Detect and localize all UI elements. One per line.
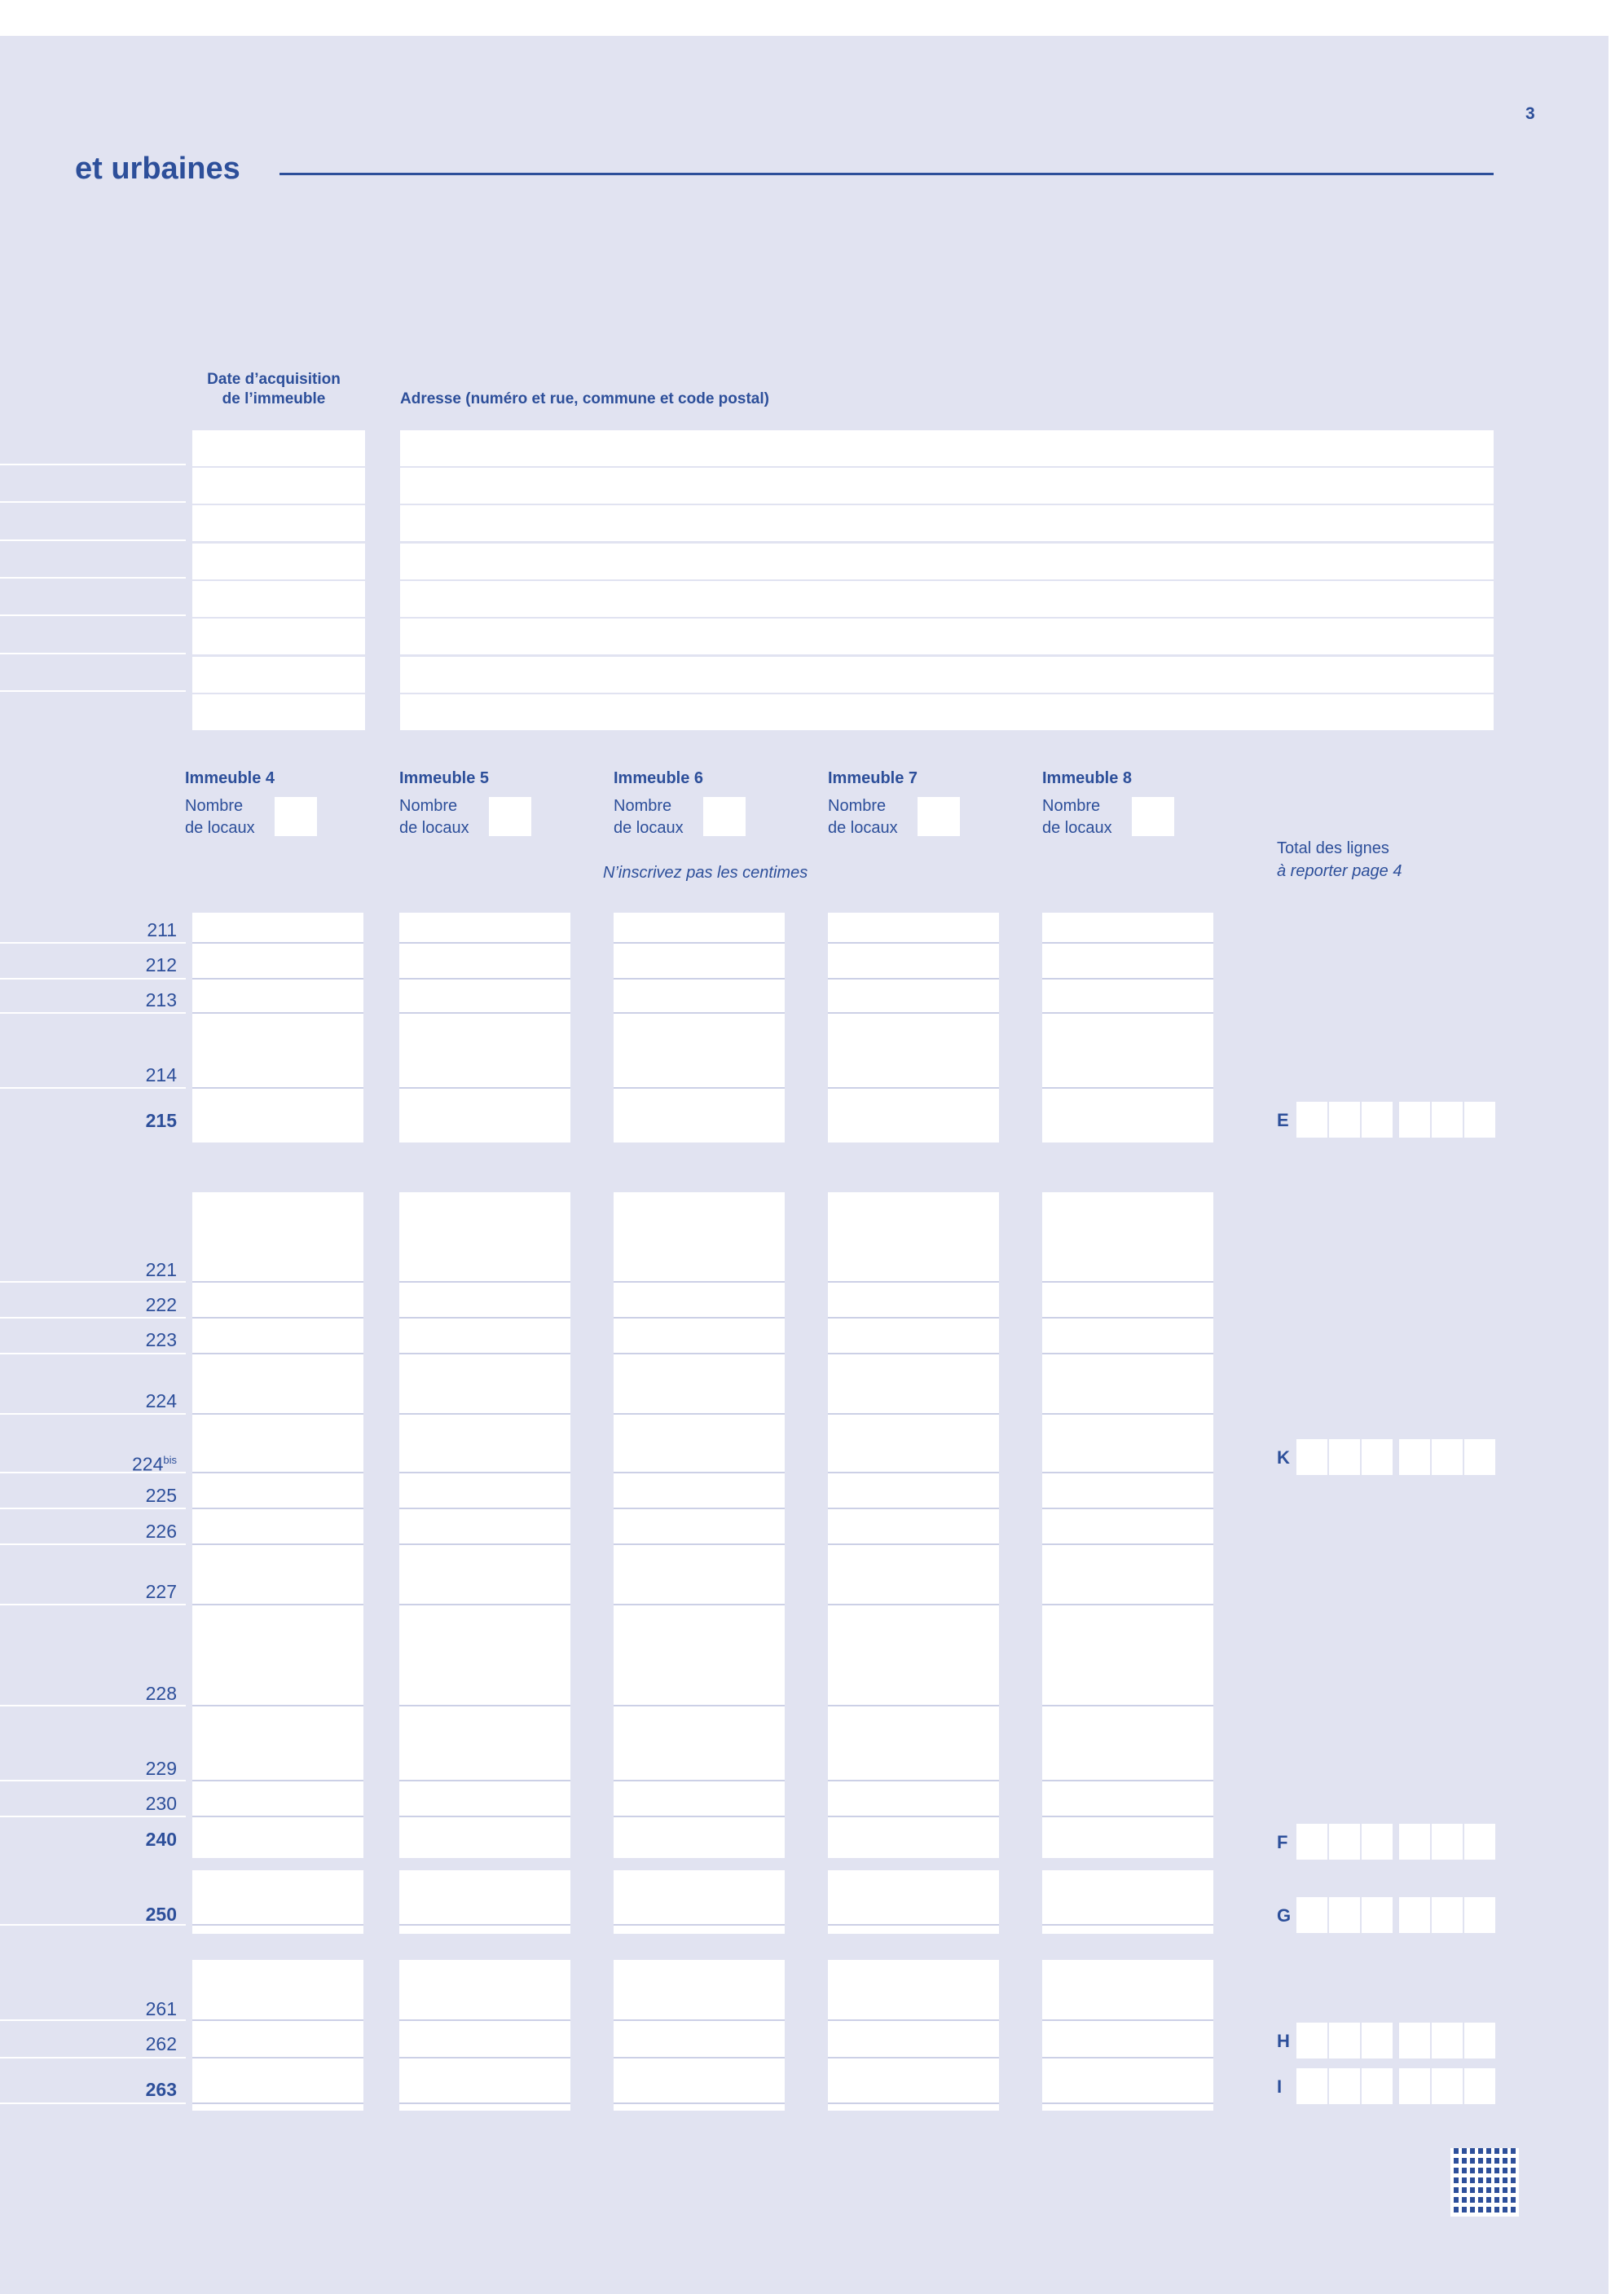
row-divider [614, 1317, 785, 1319]
row-divider [1042, 1012, 1213, 1014]
total-label-i: I [1277, 2076, 1283, 2097]
row-divider [614, 942, 785, 944]
total-digit-field[interactable] [1296, 2023, 1327, 2058]
row-divider [192, 1508, 363, 1509]
building-count-field[interactable] [918, 797, 960, 836]
row-divider [399, 1353, 570, 1354]
row-number-222: 222 [145, 1294, 177, 1315]
amount-column-field[interactable] [614, 1192, 785, 1858]
acquisition-date-field[interactable] [192, 430, 365, 466]
amount-column-field[interactable] [192, 1192, 363, 1858]
row-divider [399, 1472, 570, 1473]
total-digit-field[interactable] [1362, 1102, 1393, 1138]
row-divider [614, 1472, 785, 1473]
row-rule [0, 1087, 186, 1089]
total-digit-field[interactable] [1296, 1439, 1327, 1475]
total-digit-field[interactable] [1464, 2068, 1495, 2104]
row-divider [828, 1413, 999, 1415]
row-divider [399, 1604, 570, 1605]
row-divider [828, 1087, 999, 1089]
row-rule [0, 1780, 186, 1781]
row-divider [828, 978, 999, 980]
row-divider [1042, 1413, 1213, 1415]
acquisition-date-field[interactable] [192, 468, 365, 504]
acquisition-date-field[interactable] [192, 581, 365, 617]
row-rule [0, 1317, 186, 1319]
row-divider [1042, 1705, 1213, 1706]
row-divider [399, 1317, 570, 1319]
total-digit-field[interactable] [1362, 1439, 1393, 1475]
row-divider [399, 1508, 570, 1509]
row-rule [0, 1012, 186, 1014]
row-rule [0, 690, 186, 692]
acquisition-date-field[interactable] [192, 505, 365, 541]
building-count-label: Nombre de locaux [828, 797, 898, 837]
row-divider [192, 1543, 363, 1545]
amount-column-field[interactable] [828, 913, 999, 1143]
row-rule [0, 539, 186, 541]
page-number: 3 [1525, 104, 1535, 123]
row-divider [192, 1816, 363, 1817]
row-divider [614, 1604, 785, 1605]
row-divider [1042, 978, 1213, 980]
row-divider [399, 1924, 570, 1926]
total-digit-field[interactable] [1296, 2068, 1327, 2104]
amount-column-field[interactable] [399, 1960, 570, 2111]
total-digit-field[interactable] [1464, 1439, 1495, 1475]
total-digit-field[interactable] [1329, 1102, 1360, 1138]
total-digit-field[interactable] [1432, 2068, 1463, 2104]
row-divider [828, 1543, 999, 1545]
building-title: Immeuble 5 [399, 769, 490, 787]
total-digit-field[interactable] [1432, 2023, 1463, 2058]
row-divider [614, 2057, 785, 2058]
building-count-field[interactable] [489, 797, 531, 836]
row-divider [828, 1317, 999, 1319]
title-rule [279, 173, 1494, 175]
row-rule [0, 978, 186, 980]
row-divider [828, 2057, 999, 2058]
row-divider [614, 1087, 785, 1089]
total-header: Total des lignes [1277, 839, 1389, 857]
amount-column-field[interactable] [192, 913, 363, 1143]
total-label-f: F [1277, 1832, 1288, 1852]
row-divider [192, 2102, 363, 2104]
row-number-230: 230 [145, 1793, 177, 1814]
building-count-field[interactable] [1132, 797, 1174, 836]
building-count-label: Nombre de locaux [185, 797, 255, 837]
row-rule [0, 1413, 186, 1415]
row-number-214: 214 [145, 1064, 177, 1085]
total-header-2: à reporter page 4 [1277, 862, 1402, 880]
total-label-h: H [1277, 2031, 1290, 2051]
bis-superscript: bis [163, 1454, 177, 1466]
row-rule [0, 942, 186, 944]
row-divider [614, 1816, 785, 1817]
row-rule [0, 1508, 186, 1509]
row-divider [399, 1780, 570, 1781]
amount-column-field[interactable] [614, 913, 785, 1143]
total-digit-field[interactable] [1329, 2068, 1360, 2104]
row-divider [192, 2019, 363, 2021]
row-divider [192, 1780, 363, 1781]
row-divider [614, 2019, 785, 2021]
row-divider [828, 1604, 999, 1605]
address-field[interactable] [400, 468, 1494, 504]
row-number-228: 228 [145, 1683, 177, 1704]
total-digit-field[interactable] [1464, 2023, 1495, 2058]
row-number-215: 215 [145, 1110, 177, 1131]
row-number-212: 212 [145, 954, 177, 975]
address-field[interactable] [400, 505, 1494, 541]
total-label-g: G [1277, 1905, 1292, 1926]
row-divider [828, 1508, 999, 1509]
row-rule [0, 577, 186, 579]
building-count-label: Nombre de locaux [1042, 797, 1112, 837]
total-digit-field[interactable] [1296, 1824, 1327, 1860]
row-divider [828, 2102, 999, 2104]
row-number-263: 263 [145, 2079, 177, 2100]
acquisition-date-field[interactable] [192, 694, 365, 730]
row-rule [0, 1816, 186, 1817]
row-number-227: 227 [145, 1581, 177, 1602]
row-number-224bis: $224^{bis}$ [132, 1453, 177, 1475]
total-digit-field[interactable] [1432, 1439, 1463, 1475]
row-number-213: 213 [145, 989, 177, 1011]
total-digit-field[interactable] [1432, 1897, 1463, 1933]
total-digit-field[interactable] [1329, 1824, 1360, 1860]
total-label-k: K [1277, 1447, 1290, 1468]
row-divider [614, 1413, 785, 1415]
total-digit-field[interactable] [1464, 1824, 1495, 1860]
row-divider [828, 1780, 999, 1781]
row-divider [1042, 1543, 1213, 1545]
row-divider [399, 942, 570, 944]
row-rule [0, 1543, 186, 1545]
total-digit-field[interactable] [1432, 1824, 1463, 1860]
section-title: et urbaines [75, 152, 240, 186]
address-field[interactable] [400, 544, 1494, 579]
row-divider [614, 1353, 785, 1354]
amount-column-field[interactable] [1042, 913, 1213, 1143]
row-divider [192, 1353, 363, 1354]
total-digit-field[interactable] [1362, 1824, 1393, 1860]
row-rule [0, 1353, 186, 1354]
row-divider [192, 942, 363, 944]
building-title: Immeuble 6 [614, 769, 704, 787]
row-rule [0, 653, 186, 654]
address-field[interactable] [400, 430, 1494, 466]
total-label-e: E [1277, 1110, 1289, 1130]
acquisition-date-field[interactable] [192, 544, 365, 579]
row-rule [0, 2102, 186, 2104]
total-digit-field[interactable] [1399, 2023, 1430, 2058]
row-divider [828, 1924, 999, 1926]
row-divider [614, 1780, 785, 1781]
total-digit-field[interactable] [1399, 1439, 1430, 1475]
row-rule [0, 614, 186, 616]
row-rule [0, 464, 186, 465]
row-divider [1042, 1508, 1213, 1509]
total-digit-field[interactable] [1399, 1824, 1430, 1860]
row-number-226: 226 [145, 1521, 177, 1542]
row-rule [0, 2057, 186, 2058]
row-divider [828, 1012, 999, 1014]
row-divider [828, 1816, 999, 1817]
total-digit-field[interactable] [1464, 1102, 1495, 1138]
address-field[interactable] [400, 657, 1494, 693]
total-digit-field[interactable] [1296, 1102, 1327, 1138]
row-divider [614, 1543, 785, 1545]
row-number-240: 240 [145, 1829, 177, 1850]
row-divider [1042, 1472, 1213, 1473]
building-count-label: Nombre de locaux [399, 797, 469, 837]
row-divider [399, 1413, 570, 1415]
row-divider [1042, 1780, 1213, 1781]
datamatrix-code [1450, 2148, 1519, 2217]
row-divider [614, 978, 785, 980]
total-digit-field[interactable] [1399, 1897, 1430, 1933]
row-divider [828, 1353, 999, 1354]
amount-column-field[interactable] [1042, 1960, 1213, 2111]
total-digit-field[interactable] [1329, 2023, 1360, 2058]
row-rule [0, 1705, 186, 1706]
row-divider [828, 942, 999, 944]
row-number-221: 221 [145, 1259, 177, 1280]
row-divider [192, 1317, 363, 1319]
row-number-262: 262 [145, 2033, 177, 2054]
building-count-label: Nombre de locaux [614, 797, 684, 837]
row-divider [1042, 942, 1213, 944]
row-divider [399, 1705, 570, 1706]
address-field[interactable] [400, 619, 1494, 654]
row-divider [192, 1087, 363, 1089]
row-divider [192, 1705, 363, 1706]
row-number-250: 250 [145, 1904, 177, 1925]
acquisition-date-field[interactable] [192, 619, 365, 654]
amount-column-field[interactable] [399, 1192, 570, 1858]
row-divider [399, 2019, 570, 2021]
acquisition-date-field[interactable] [192, 657, 365, 693]
row-divider [614, 1012, 785, 1014]
amount-column-field[interactable] [1042, 1192, 1213, 1858]
row-number-261: 261 [145, 1998, 177, 2019]
no-cents-note: N’inscrivez pas les centimes [603, 864, 808, 882]
row-divider [828, 1705, 999, 1706]
row-divider [828, 2019, 999, 2021]
total-digit-field[interactable] [1329, 1439, 1360, 1475]
row-number-211: 211 [147, 919, 177, 940]
amount-column-field[interactable] [828, 1192, 999, 1858]
row-divider [1042, 2019, 1213, 2021]
row-divider [192, 1413, 363, 1415]
total-digit-field[interactable] [1362, 2068, 1393, 2104]
row-divider [614, 1924, 785, 1926]
row-divider [399, 2102, 570, 2104]
row-divider [192, 1472, 363, 1473]
row-divider [1042, 1924, 1213, 1926]
row-number-223: 223 [145, 1329, 177, 1350]
amount-column-field[interactable] [399, 913, 570, 1143]
row-number-224: 224 [145, 1390, 177, 1411]
total-digit-field[interactable] [1464, 1897, 1495, 1933]
building-title: Immeuble 4 [185, 769, 275, 787]
row-rule [0, 501, 186, 503]
address-field[interactable] [400, 581, 1494, 617]
amount-column-field[interactable] [614, 1960, 785, 2111]
row-divider [614, 2102, 785, 2104]
address-field[interactable] [400, 694, 1494, 730]
row-divider [192, 1012, 363, 1014]
row-divider [614, 1281, 785, 1283]
row-rule [0, 1281, 186, 1283]
row-divider [192, 1924, 363, 1926]
row-divider [828, 1472, 999, 1473]
row-divider [614, 1705, 785, 1706]
amount-column-field[interactable] [192, 1960, 363, 2111]
row-divider [828, 1281, 999, 1283]
row-divider [614, 1508, 785, 1509]
address-header: Adresse (numéro et rue, commune et code postal) [400, 390, 769, 407]
row-divider [1042, 2102, 1213, 2104]
row-divider [1042, 1353, 1213, 1354]
amount-column-field[interactable] [828, 1960, 999, 2111]
row-divider [399, 978, 570, 980]
total-digit-field[interactable] [1399, 1102, 1430, 1138]
total-digit-field[interactable] [1296, 1897, 1327, 1933]
total-digit-field[interactable] [1362, 1897, 1393, 1933]
date-acquisition-header: Date d’acquisition de l’immeuble [207, 371, 341, 407]
row-divider [399, 1087, 570, 1089]
row-divider [192, 2057, 363, 2058]
total-digit-field[interactable] [1329, 1897, 1360, 1933]
row-divider [192, 1281, 363, 1283]
total-digit-field[interactable] [1432, 1102, 1463, 1138]
building-title: Immeuble 7 [828, 769, 918, 787]
row-divider [399, 1816, 570, 1817]
row-divider [399, 1543, 570, 1545]
row-rule [0, 1604, 186, 1605]
total-digit-field[interactable] [1399, 2068, 1430, 2104]
row-divider [192, 1604, 363, 1605]
building-count-field[interactable] [703, 797, 746, 836]
row-number-229: 229 [145, 1758, 177, 1779]
row-divider [1042, 1816, 1213, 1817]
row-divider [399, 1012, 570, 1014]
row-divider [1042, 2057, 1213, 2058]
total-digit-field[interactable] [1362, 2023, 1393, 2058]
row-divider [399, 2057, 570, 2058]
row-rule [0, 2019, 186, 2021]
row-divider [192, 978, 363, 980]
row-divider [399, 1281, 570, 1283]
building-title: Immeuble 8 [1042, 769, 1133, 787]
row-divider [1042, 1317, 1213, 1319]
row-number-225: 225 [145, 1485, 177, 1506]
building-count-field[interactable] [275, 797, 317, 836]
row-divider [1042, 1087, 1213, 1089]
row-divider [1042, 1281, 1213, 1283]
row-divider [1042, 1604, 1213, 1605]
